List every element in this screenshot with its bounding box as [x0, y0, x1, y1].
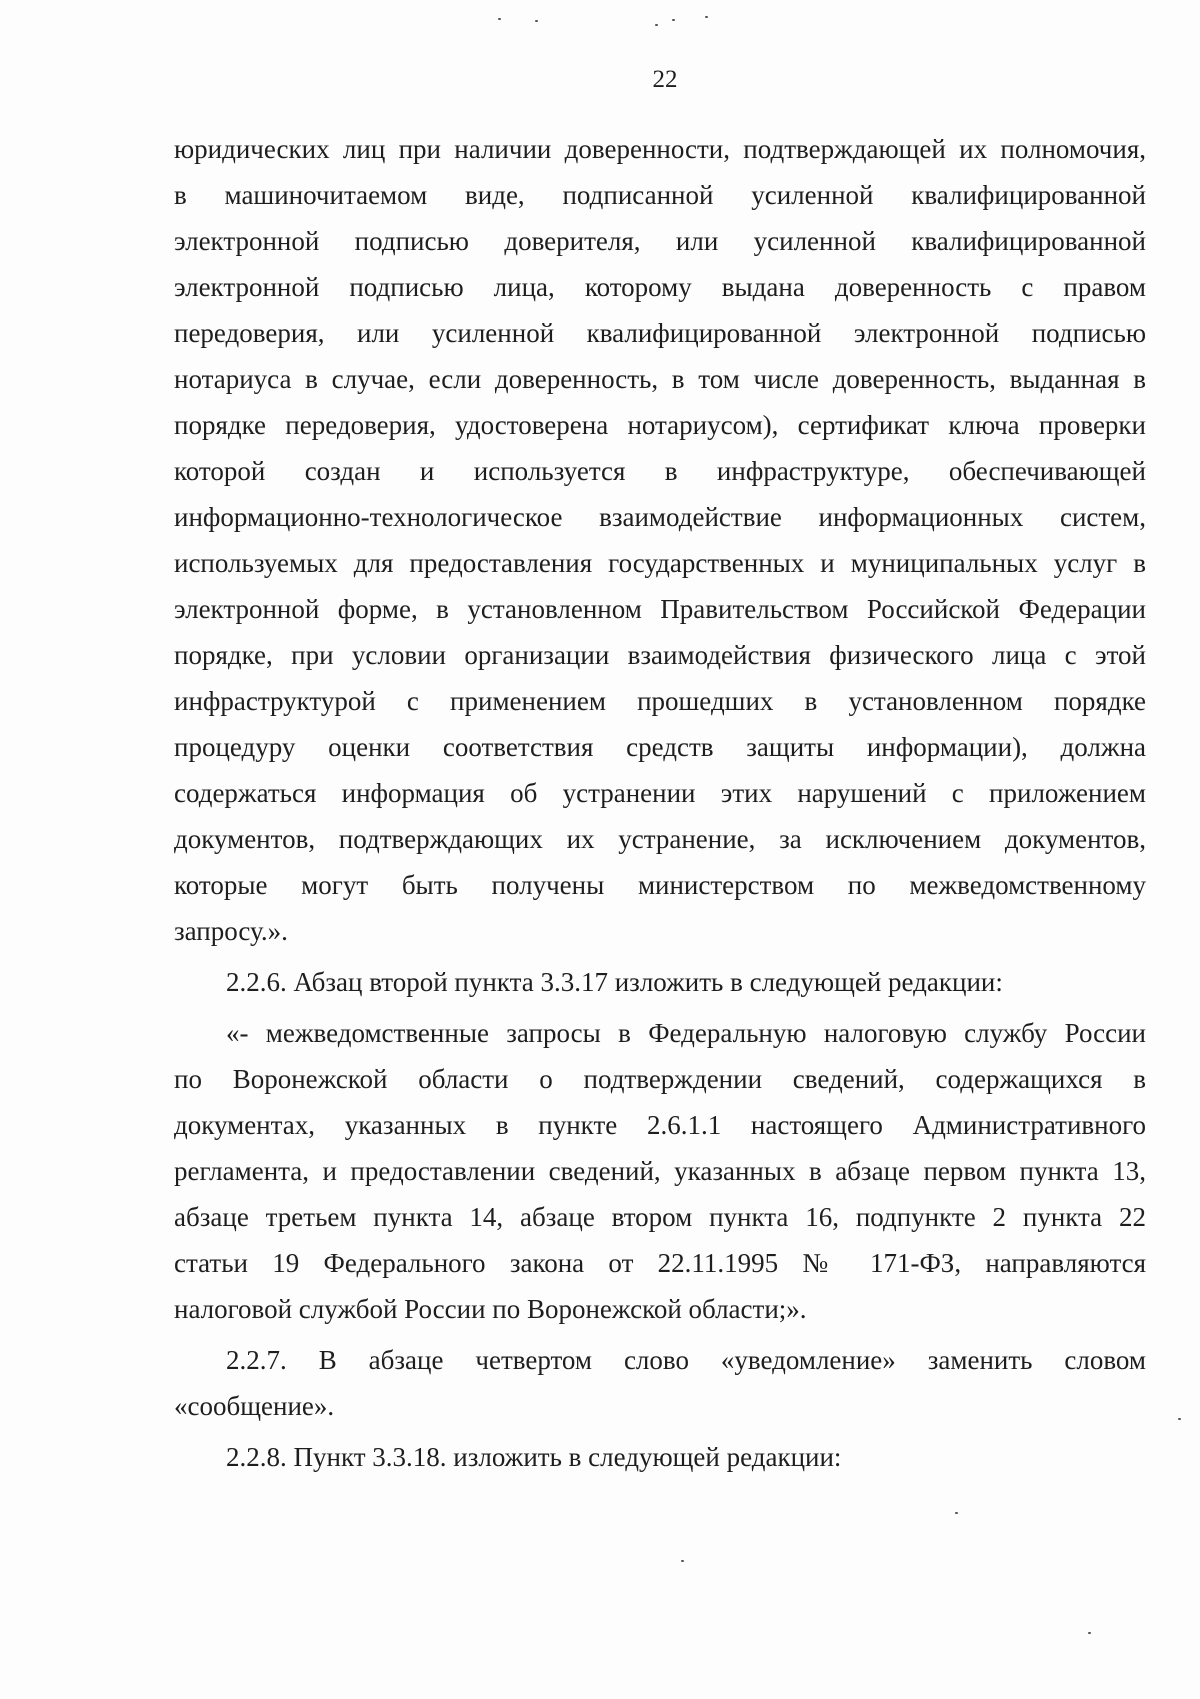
text-line: «сообщение».: [174, 1391, 335, 1421]
text-line: запросу.».: [174, 916, 288, 946]
text-line: нотариуса в случае, если доверенность, в том числе доверенность, выданная в: [174, 364, 1146, 394]
text-line: документов, подтверждающих их устранение, за исключением документов,: [174, 824, 1146, 854]
text-line: используемых для предоставления государственных и муниципальных услуг в: [174, 548, 1146, 578]
text-line: статьи 19 Федерального закона от 22.11.1995 № 171-ФЗ, направляются: [174, 1248, 1146, 1278]
paragraph-continuation: [174, 126, 1146, 954]
scan-speck: [681, 1560, 684, 1562]
scan-speck: [672, 19, 675, 21]
text-line: в машиночитаемом виде, подписанной усиленной квалифицированной: [174, 180, 1146, 210]
text-line: электронной форме, в установленном Правительством Российской Федерации: [174, 594, 1146, 624]
text-line: которой создан и используется в инфраструктуре, обеспечивающей: [174, 456, 1146, 486]
text-line: абзаце третьем пункта 14, абзаце втором пункта 16, подпункте 2 пункта 22: [174, 1202, 1146, 1232]
document-body: [174, 126, 1146, 1480]
paragraph-quote: [174, 1010, 1146, 1332]
text-line: «- межведомственные запросы в Федеральную налоговую службу России: [226, 1018, 1146, 1048]
text-line: инфраструктурой с применением прошедших в установленном порядке: [174, 686, 1146, 716]
text-line: передоверия, или усиленной квалифицированной электронной подписью: [174, 318, 1146, 348]
paragraph-2-2-6: [174, 959, 1146, 1005]
paragraph-2-2-8: [174, 1434, 1146, 1480]
scan-speck: [535, 20, 538, 22]
text-line: по Воронежской области о подтверждении сведений, содержащихся в: [174, 1064, 1146, 1094]
text-line: порядке передоверия, удостоверена нотариусом), сертификат ключа проверки: [174, 410, 1146, 440]
scan-speck: [655, 24, 658, 26]
text-line: регламента, и предоставлении сведений, указанных в абзаце первом пункта 13,: [174, 1156, 1146, 1186]
text-line: документах, указанных в пункте 2.6.1.1 настоящего Административного: [174, 1110, 1146, 1140]
scan-speck: [498, 18, 501, 20]
text-line: информационно-технологическое взаимодействие информационных систем,: [174, 502, 1146, 532]
text-line: 2.2.7. В абзаце четвертом слово «уведомление» заменить словом: [226, 1345, 1146, 1375]
text-line: юридических лиц при наличии доверенности, подтверждающей их полномочия,: [174, 134, 1146, 164]
text-line: порядке, при условии организации взаимодействия физического лица с этой: [174, 640, 1146, 670]
text-line: 2.2.6. Абзац второй пункта 3.3.17 изложить в следующей редакции:: [226, 967, 1003, 997]
scan-speck: [1088, 1632, 1091, 1634]
text-line: налоговой службой России по Воронежской области;».: [174, 1294, 807, 1324]
text-line: процедуру оценки соответствия средств защиты информации), должна: [174, 732, 1146, 762]
text-line: электронной подписью лица, которому выдана доверенность с правом: [174, 272, 1146, 302]
scan-speck: [955, 1512, 958, 1514]
paragraph-2-2-7: [174, 1337, 1146, 1429]
text-line: содержаться информация об устранении этих нарушений с приложением: [174, 778, 1146, 808]
text-line: которые могут быть получены министерством по межведомственному: [174, 870, 1146, 900]
text-line: электронной подписью доверителя, или усиленной квалифицированной: [174, 226, 1146, 256]
page-number: 22: [652, 66, 678, 93]
scan-speck: [1178, 1418, 1181, 1420]
scan-speck: [705, 16, 708, 18]
text-line: 2.2.8. Пункт 3.3.18. изложить в следующей редакции:: [226, 1442, 842, 1472]
